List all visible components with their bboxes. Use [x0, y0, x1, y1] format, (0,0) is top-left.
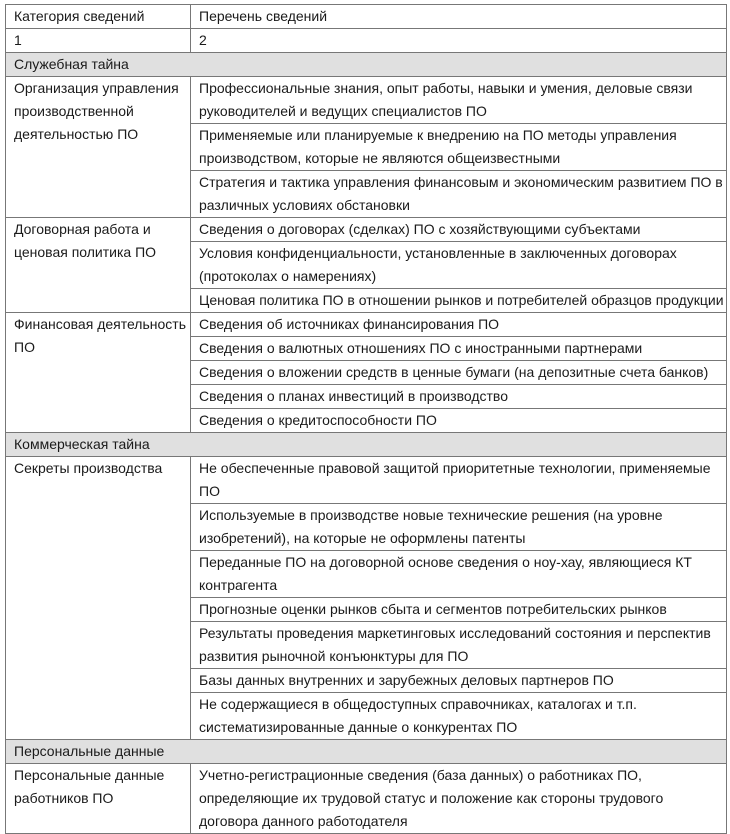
table-row [6, 764, 727, 834]
list-item: Ценовая политика ПО в отношении рынков и потребителей образцов продукции [191, 289, 727, 313]
list-item: Используемые в производстве новые технические решения (на уровне изобретений), на которые не оформлены патенты [191, 504, 727, 551]
column-number-2: 2 [191, 29, 727, 53]
list-item: Переданные ПО на договорной основе сведения о ноу-хау, являющиеся КТ контрагента [191, 551, 727, 598]
list-item: Не обеспеченные правовой защитой приоритетные технологии, применяемые ПО [191, 457, 727, 504]
list-item: Сведения об источниках финансирования ПО [191, 313, 727, 337]
info-categories-table [5, 4, 727, 834]
section-row [6, 53, 727, 77]
section-row [6, 740, 727, 764]
category-personal-data: Персональные данные работников ПО [6, 764, 191, 834]
list-item: Условия конфиденциальности, установленные в заключенных договорах (протоколах о намерениях) [191, 242, 727, 289]
table-row [6, 77, 727, 124]
column-number-1: 1 [6, 29, 191, 53]
table-row [6, 313, 727, 337]
category-contracts: Договорная работа и ценовая политика ПО [6, 218, 191, 313]
category-production-secrets: Секреты производства [6, 457, 191, 740]
list-item: Сведения о договорах (сделках) ПО с хозяйствующими субъектами [191, 218, 727, 242]
category-finance: Финансовая деятельность ПО [6, 313, 191, 433]
list-item: Сведения о планах инвестиций в производство [191, 385, 727, 409]
header-category: Категория сведений [6, 5, 191, 29]
section-row [6, 433, 727, 457]
list-item: Базы данных внутренних и зарубежных деловых партнеров ПО [191, 669, 727, 693]
list-item: Учетно-регистрационные сведения (база данных) о работниках ПО, определяющие их трудовой статус и положение как стороны трудового договора данного работодателя [191, 764, 727, 834]
category-management: Организация управления производственной деятельностью ПО [6, 77, 191, 218]
list-item: Стратегия и тактика управления финансовым и экономическим развитием ПО в различных условиях обстановки [191, 171, 727, 218]
header-row [6, 5, 727, 29]
list-item: Сведения о кредитоспособности ПО [191, 409, 727, 433]
list-item: Сведения о вложении средств в ценные бумаги (на депозитные счета банков) [191, 361, 727, 385]
header-list: Перечень сведений [191, 5, 727, 29]
list-item: Не содержащиеся в общедоступных справочниках, каталогах и т.п. систематизированные данные о конкурентах ПО [191, 693, 727, 740]
section-title-official-secret: Служебная тайна [6, 53, 727, 77]
list-item: Результаты проведения маркетинговых исследований состояния и перспектив развития рыночной конъюнктуры для ПО [191, 622, 727, 669]
section-title-personal-data: Персональные данные [6, 740, 727, 764]
column-number-row [6, 29, 727, 53]
list-item: Сведения о валютных отношениях ПО с иностранными партнерами [191, 337, 727, 361]
table-row [6, 457, 727, 504]
list-item: Профессиональные знания, опыт работы, навыки и умения, деловые связи руководителей и ведущих специалистов ПО [191, 77, 727, 124]
list-item: Прогнозные оценки рынков сбыта и сегментов потребительских рынков [191, 598, 727, 622]
section-title-commercial-secret: Коммерческая тайна [6, 433, 727, 457]
list-item: Применяемые или планируемые к внедрению на ПО методы управления производством, которые не являются общеизвестными [191, 124, 727, 171]
table-row [6, 218, 727, 242]
